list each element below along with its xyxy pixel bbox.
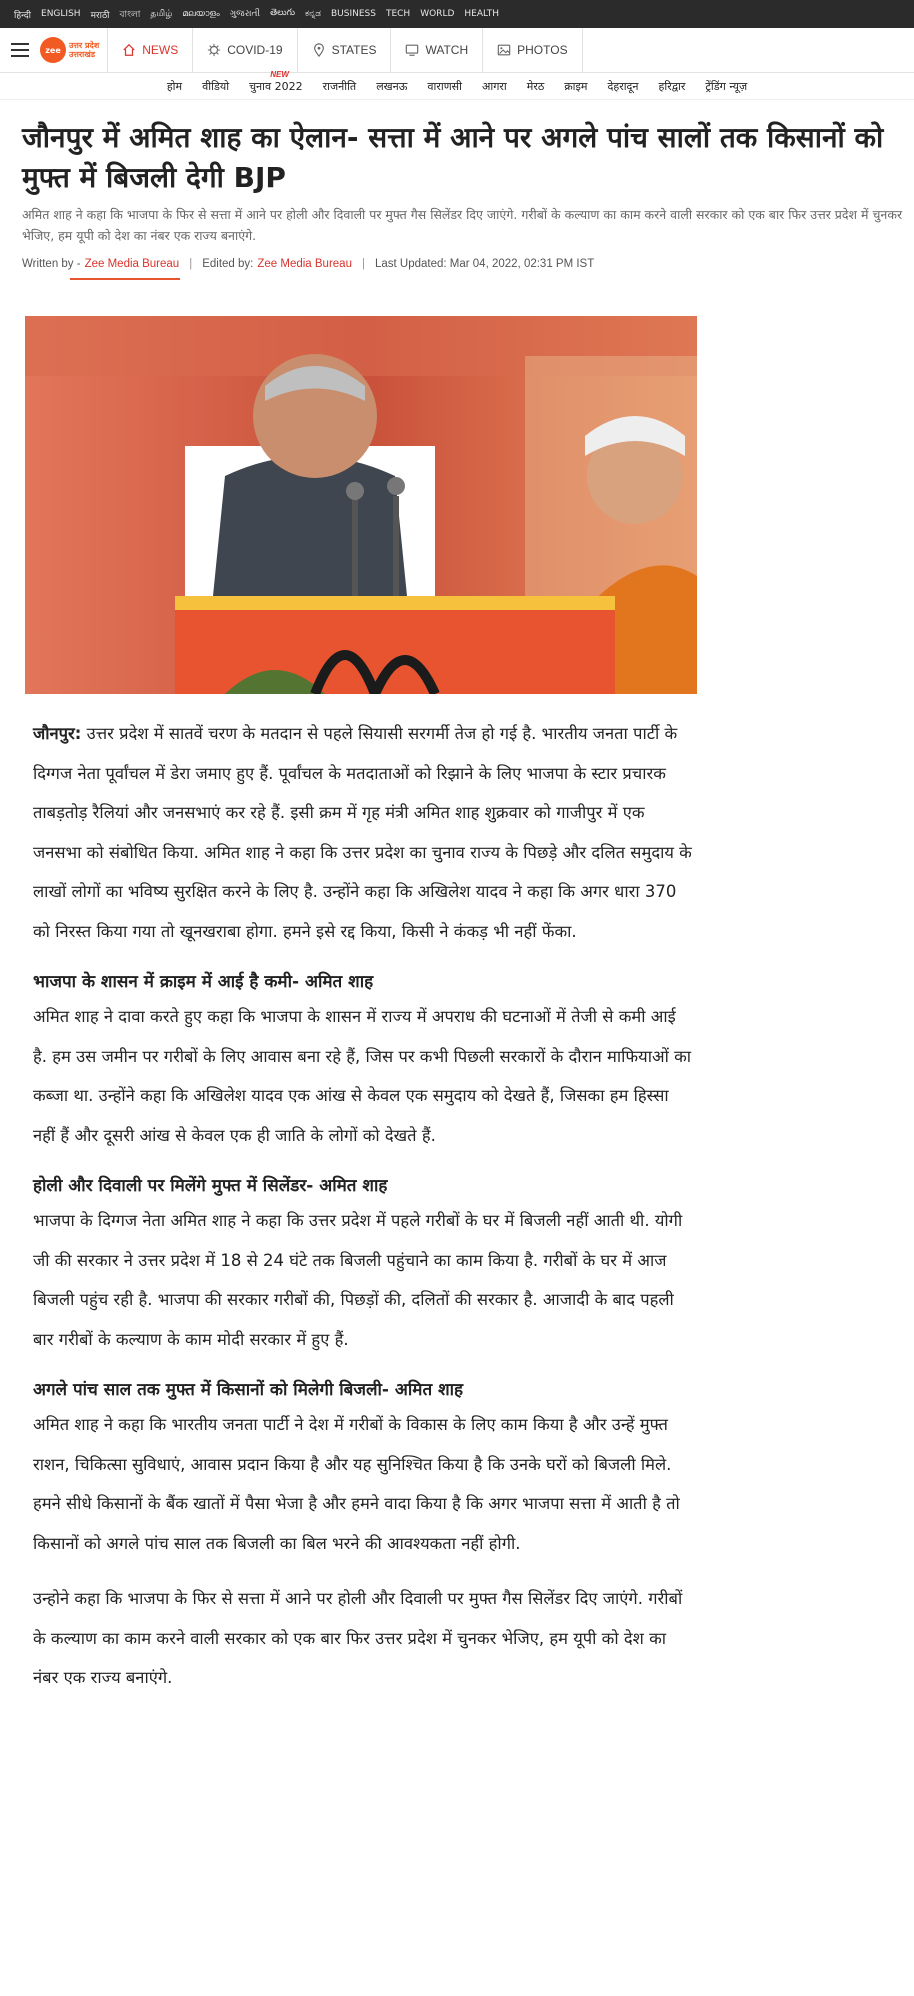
subnav-item[interactable]: होम: [166, 79, 183, 93]
lang-link[interactable]: TECH: [385, 9, 411, 19]
subheading: होली और दिवाली पर मिलेंगे मुफ्त में सिलेंडर- अमित शाह: [33, 1176, 388, 1196]
edited-by-label: Edited by:: [202, 258, 254, 270]
location-pin-icon: [312, 43, 326, 57]
paragraph: जौनपुर: उत्तर प्रदेश में सातवें चरण के मतदान से पहले सियासी सरगर्मी तेज हो गई है. भारतीय जनता पार्टी के दिग्गज नेता पूर्वांचल में डेरा जमाए हुए हैं. पूर्वांचल के मतदाताओं को रिझाने के लिए भाजपा के स्टार प्रचारक ताबड़तोड़ रैलियां और जनसभाएं कर रहे हैं. इसी क्रम में गृह मंत्री अमित शाह शुक्रवार को गाजीपुर में एक जनसभा को संबोधित किया. अमित शाह ने कहा कि उत्तर प्रदेश का चुनाव राज्य के पिछड़े और दलित समुदाय के लाखों लोगों का भविष्य सुरक्षित करने के लिए है. उन्होंने कहा कि अखिलेश यादव ने कहा कि अगर धारा 370 को निरस्त किया गया तो खूनखराबा होगा. हमने इसे रद्द किया, किसी ने कंकड़ भी नहीं फेंका.: [33, 724, 692, 941]
lang-link[interactable]: தமிழ்: [150, 8, 173, 19]
logo-text: उत्तर प्रदेश उत्तराखंड: [69, 41, 100, 59]
speaker-at-rally-image: [25, 316, 697, 694]
logo-mark: zee: [40, 37, 66, 63]
hero-image: [25, 316, 697, 694]
nav-photos[interactable]: PHOTOS: [483, 28, 582, 72]
dateline: जौनपुर:: [33, 724, 82, 743]
new-badge: NEW: [270, 69, 289, 79]
subheading: भाजपा के शासन में क्राइम में आई है कमी- अमित शाह: [33, 972, 374, 992]
subnav-item[interactable]: क्राइम: [564, 79, 588, 93]
author-link[interactable]: Zee Media Bureau: [84, 258, 180, 270]
subnav-item[interactable]: ट्रेंडिंग न्यूज़: [705, 79, 748, 93]
article-headline: जौनपुर में अमित शाह का ऐलान- सत्ता में आने पर अगले पांच सालों तक किसानों को मुफ्त में बिजली देगी BJP: [22, 121, 884, 194]
hamburger-menu-icon[interactable]: [0, 28, 40, 72]
nav-states[interactable]: STATES: [298, 28, 392, 72]
language-bar: [0, 0, 914, 28]
paragraph: उन्होने कहा कि भाजपा के फिर से सत्ता में आने पर होली और दिवाली पर मुफ्त गैस सिलेंडर दिए जाएंगे. गरीबों के कल्याण का काम करने वाली सरकार को एक बार फिर उत्तर प्रदेश में चुनकर भेजिए, हम यूपी को देश का नंबर एक राज्य बनाएंगे.: [33, 1589, 683, 1687]
lang-link[interactable]: മലയാളം: [182, 9, 220, 19]
subnav-item[interactable]: लखनऊ: [376, 79, 408, 93]
lang-link[interactable]: HEALTH: [464, 9, 500, 19]
lang-link[interactable]: ಕನ್ನಡ: [304, 9, 321, 19]
section-navigation: [0, 69, 914, 100]
subnav-item[interactable]: वाराणसी: [427, 79, 462, 93]
subnav-item[interactable]: राजनीति: [322, 79, 357, 93]
main-navigation: [0, 28, 914, 73]
byline-underline: [70, 278, 180, 280]
photo-icon: [497, 43, 511, 57]
nav-news[interactable]: NEWS: [108, 28, 193, 72]
subheading: अगले पांच साल तक मुफ्त में किसानों को मिलेगी बिजली- अमित शाह: [33, 1380, 464, 1400]
byline-separator: |: [189, 258, 193, 270]
lang-link[interactable]: हिन्दी: [14, 10, 32, 21]
subnav-item[interactable]: हरिद्वार: [658, 79, 686, 93]
paragraph: अमित शाह ने दावा करते हुए कहा कि भाजपा के शासन में राज्य में अपराध की घटनाओं में तेजी से कमी आई है. हम उस जमीन पर गरीबों के लिए आवास बना रहे हैं, जिस पर कभी पिछली सरकारों के दौरान माफियाओं का कब्जा था. उन्होंने कहा कि अखिलेश यादव एक आंख से केवल एक समुदाय को देखते हैं, जिसका हम हिस्सा नहीं हैं और दूसरी आंख से केवल एक ही जाति के लोगों को देखते हैं.: [33, 1007, 692, 1145]
byline-separator: |: [361, 258, 365, 270]
article-body: [33, 714, 693, 1698]
site-logo[interactable]: [40, 28, 108, 72]
lang-link[interactable]: ENGLISH: [41, 9, 81, 19]
subnav-item[interactable]: मेरठ: [526, 79, 545, 93]
nav-watch[interactable]: WATCH: [391, 28, 483, 72]
virus-icon: [207, 43, 221, 57]
nav-covid[interactable]: COVID-19: [193, 28, 297, 72]
lang-link[interactable]: BUSINESS: [330, 9, 376, 19]
home-icon: [122, 43, 136, 57]
written-by-label: Written by -: [22, 258, 81, 270]
lang-link[interactable]: WORLD: [420, 9, 455, 19]
subnav-item[interactable]: देहरादून: [607, 79, 639, 93]
lang-link[interactable]: తెలుగు: [270, 8, 295, 18]
lang-link[interactable]: বাংলা: [119, 9, 141, 20]
article-byline: [22, 258, 914, 270]
subnav-item[interactable]: वीडियो: [202, 79, 230, 93]
subnav-item-elections[interactable]: NEW चुनाव 2022: [249, 69, 303, 93]
lang-link[interactable]: मराठी: [90, 10, 110, 21]
article-summary: अमित शाह ने कहा कि भाजपा के फिर से सत्ता में आने पर होली और दिवाली पर मुफ्त गैस सिलेंडर दिए जाएंगे. गरीबों के कल्याण का काम करने वाली सरकार को एक बार फिर उत्तर प्रदेश में चुनकर भेजिए, हम यूपी को देश का नंबर एक राज्य बनाएंगे.: [22, 207, 903, 243]
lang-link[interactable]: ગુજરાતી: [229, 9, 261, 19]
editor-link[interactable]: Zee Media Bureau: [257, 258, 352, 270]
tv-icon: [405, 43, 419, 57]
paragraph: भाजपा के दिग्गज नेता अमित शाह ने कहा कि उत्तर प्रदेश में पहले गरीबों के घर में बिजली नहीं आती थी. योगी जी की सरकार ने उत्तर प्रदेश में 18 से 24 घंटे तक बिजली पहुंचाने का काम किया है. गरीबों के घर में आज बिजली पहुंच रही है. भाजपा की सरकार गरीबों की, पिछड़ों की, दलितों की सरकार है. आजादी के बाद पहली बार गरीबों के कल्याण के काम मोदी सरकार में हुए हैं.: [33, 1211, 683, 1349]
subnav-item[interactable]: आगरा: [481, 79, 507, 93]
paragraph: अमित शाह ने कहा कि भारतीय जनता पार्टी ने देश में गरीबों के विकास के लिए काम किया है और उन्हें मुफ्त राशन, चिकित्सा सुविधाएं, आवास प्रदान किया है और यह सुनिश्चित किया है कि उनके घरों को बिजली मिले. हमने सीधे किसानों के बैंक खातों में पैसा भेजा है और हमने वादा किया है कि अगर भाजपा सत्ता में आती है तो किसानों को अगले पांच साल तक बिजली का बिल भरने की आवश्यकता नहीं होगी.: [33, 1415, 680, 1553]
last-updated: Last Updated: Mar 04, 2022, 02:31 PM IST: [374, 258, 595, 270]
